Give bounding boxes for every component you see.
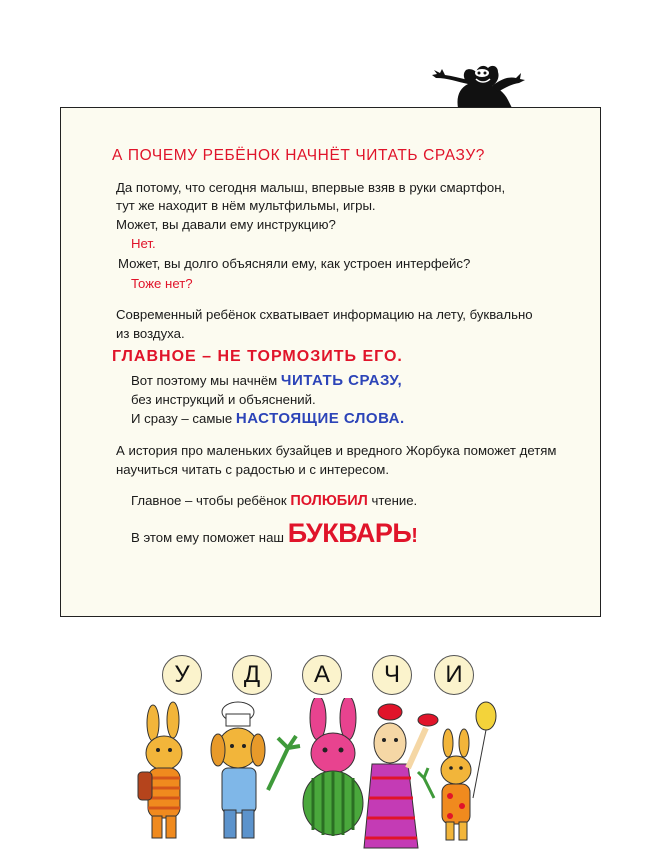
zhorbuk-creature-illustration	[428, 58, 528, 108]
highlight-text: ПОЛЮБИЛ	[290, 493, 368, 509]
text-span: Главное – чтобы ребёнок	[131, 493, 287, 508]
paragraph-line	[131, 492, 417, 510]
paragraph-line: тут же находит в нём мультфильмы, игры.	[116, 198, 376, 213]
page-heading: А ПОЧЕМУ РЕБЁНОК НАЧНЁТ ЧИТАТЬ СРАЗУ?	[112, 147, 485, 164]
text-span: чтение.	[371, 493, 418, 508]
paragraph-line: Может, вы долго объясняли ему, как устроен интерфейс?	[118, 256, 471, 271]
text-span: В этом ему поможет наш	[131, 530, 285, 545]
paragraph-line: Современный ребёнок схватывает информацию на лету, буквально	[116, 307, 533, 322]
answer-text: Тоже нет?	[131, 276, 193, 291]
bunny-dress-illustration	[364, 704, 438, 848]
paragraph-line	[131, 516, 418, 555]
primer-title: БУКВАРЬ	[287, 518, 412, 548]
text-panel	[60, 107, 601, 617]
paragraph-line: Да потому, что сегодня малыш, впервые взяв в руки смартфон,	[116, 180, 506, 195]
bunny-group-illustration	[128, 698, 528, 858]
paragraph-line: Может, вы давали ему инструкцию?	[116, 217, 336, 232]
exclamation-mark: !	[411, 525, 418, 547]
bunny-striped-illustration	[138, 702, 182, 838]
bunny-pink-illustration	[303, 698, 363, 836]
paragraph-line	[131, 410, 405, 428]
text-span: Вот поэтому мы начнём	[131, 373, 278, 388]
text-span: И сразу – самые	[131, 411, 233, 426]
wish-letters-row	[162, 655, 492, 699]
highlight-text: ЧИТАТЬ СРАЗУ,	[280, 372, 403, 389]
letter-bubble: Ч	[372, 655, 412, 695]
paragraph-line: А история про маленьких бузайцев и вредного Жорбука поможет детям	[116, 443, 557, 458]
letter-bubble: И	[434, 655, 474, 695]
letter-bubble: Д	[232, 655, 272, 695]
answer-text: Нет.	[131, 236, 156, 251]
paragraph-line: из воздуха.	[116, 326, 185, 341]
letter-bubble: А	[302, 655, 342, 695]
paragraph-line: без инструкций и объяснений.	[131, 392, 316, 407]
paragraph-line	[131, 372, 402, 390]
letter-bubble: У	[162, 655, 202, 695]
paragraph-line: научиться читать с радостью и с интересом.	[116, 462, 390, 477]
main-heading: ГЛАВНОЕ – НЕ ТОРМОЗИТЬ ЕГО.	[112, 348, 403, 365]
highlight-text: НАСТОЯЩИЕ СЛОВА.	[235, 410, 405, 427]
bunny-chef-illustration	[211, 702, 300, 838]
